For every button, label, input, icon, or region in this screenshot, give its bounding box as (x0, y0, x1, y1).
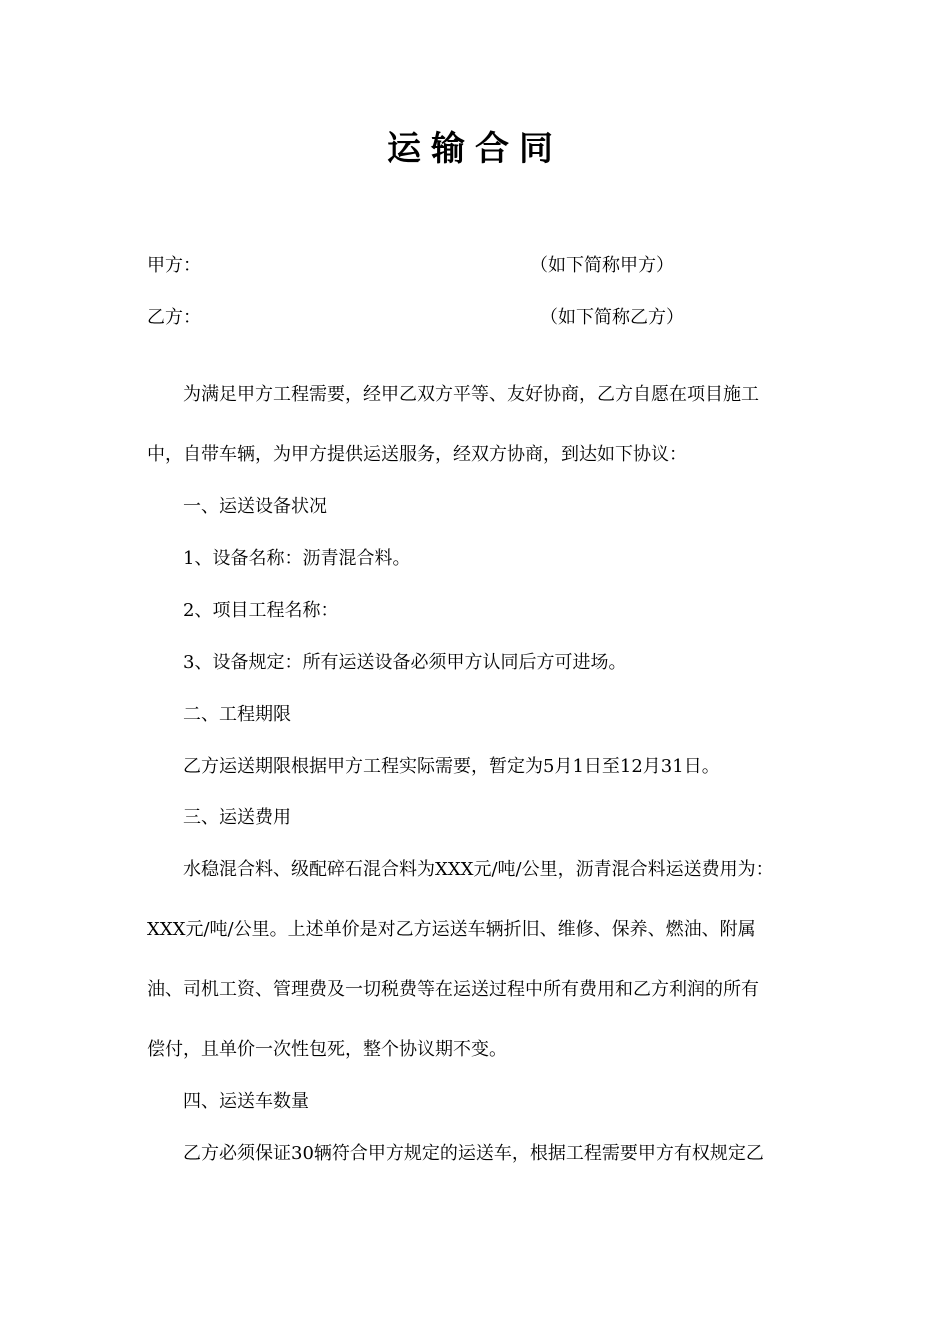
section-3-line-2: XXX元/吨/公里。上述单价是对乙方运送车辆折旧、维修、保养、燃油、附属 (147, 919, 756, 940)
party-a-label: 甲方： (147, 255, 201, 276)
party-b-label: 乙方： (147, 307, 201, 328)
intro-line-2: 中，自带车辆，为甲方提供运送服务，经双方协商，到达如下协议： (147, 444, 687, 465)
section-4-heading: 四、运送车数量 (183, 1091, 309, 1112)
section-1-item-2: 2、项目工程名称： (183, 600, 339, 621)
section-1-item-1: 1、设备名称：沥青混合料。 (183, 548, 411, 569)
section-1-heading: 一、运送设备状况 (183, 496, 327, 517)
section-2-heading: 二、工程期限 (183, 704, 291, 725)
party-b-note: （如下简称乙方） (540, 307, 684, 328)
party-a-note: （如下简称甲方） (530, 255, 674, 276)
section-4-line-1: 乙方必须保证30辆符合甲方规定的运送车，根据工程需要甲方有权规定乙 (183, 1143, 764, 1164)
section-1-item-3: 3、设备规定：所有运送设备必须甲方认同后方可进场。 (183, 652, 627, 673)
section-3-heading: 三、运送费用 (183, 807, 291, 828)
page-title: 运输合同 (387, 129, 563, 169)
section-2-text: 乙方运送期限根据甲方工程实际需要，暂定为5月1日至12月31日。 (183, 756, 720, 777)
intro-line-1: 为满足甲方工程需要，经甲乙双方平等、友好协商，乙方自愿在项目施工 (183, 384, 759, 405)
section-3-line-4: 偿付，且单价一次性包死，整个协议期不变。 (147, 1039, 507, 1060)
section-3-line-3: 油、司机工资、管理费及一切税费等在运送过程中所有费用和乙方利润的所有 (147, 979, 759, 1000)
section-3-line-1: 水稳混合料、级配碎石混合料为XXX元/吨/公里，沥青混合料运送费用为： (183, 859, 774, 880)
